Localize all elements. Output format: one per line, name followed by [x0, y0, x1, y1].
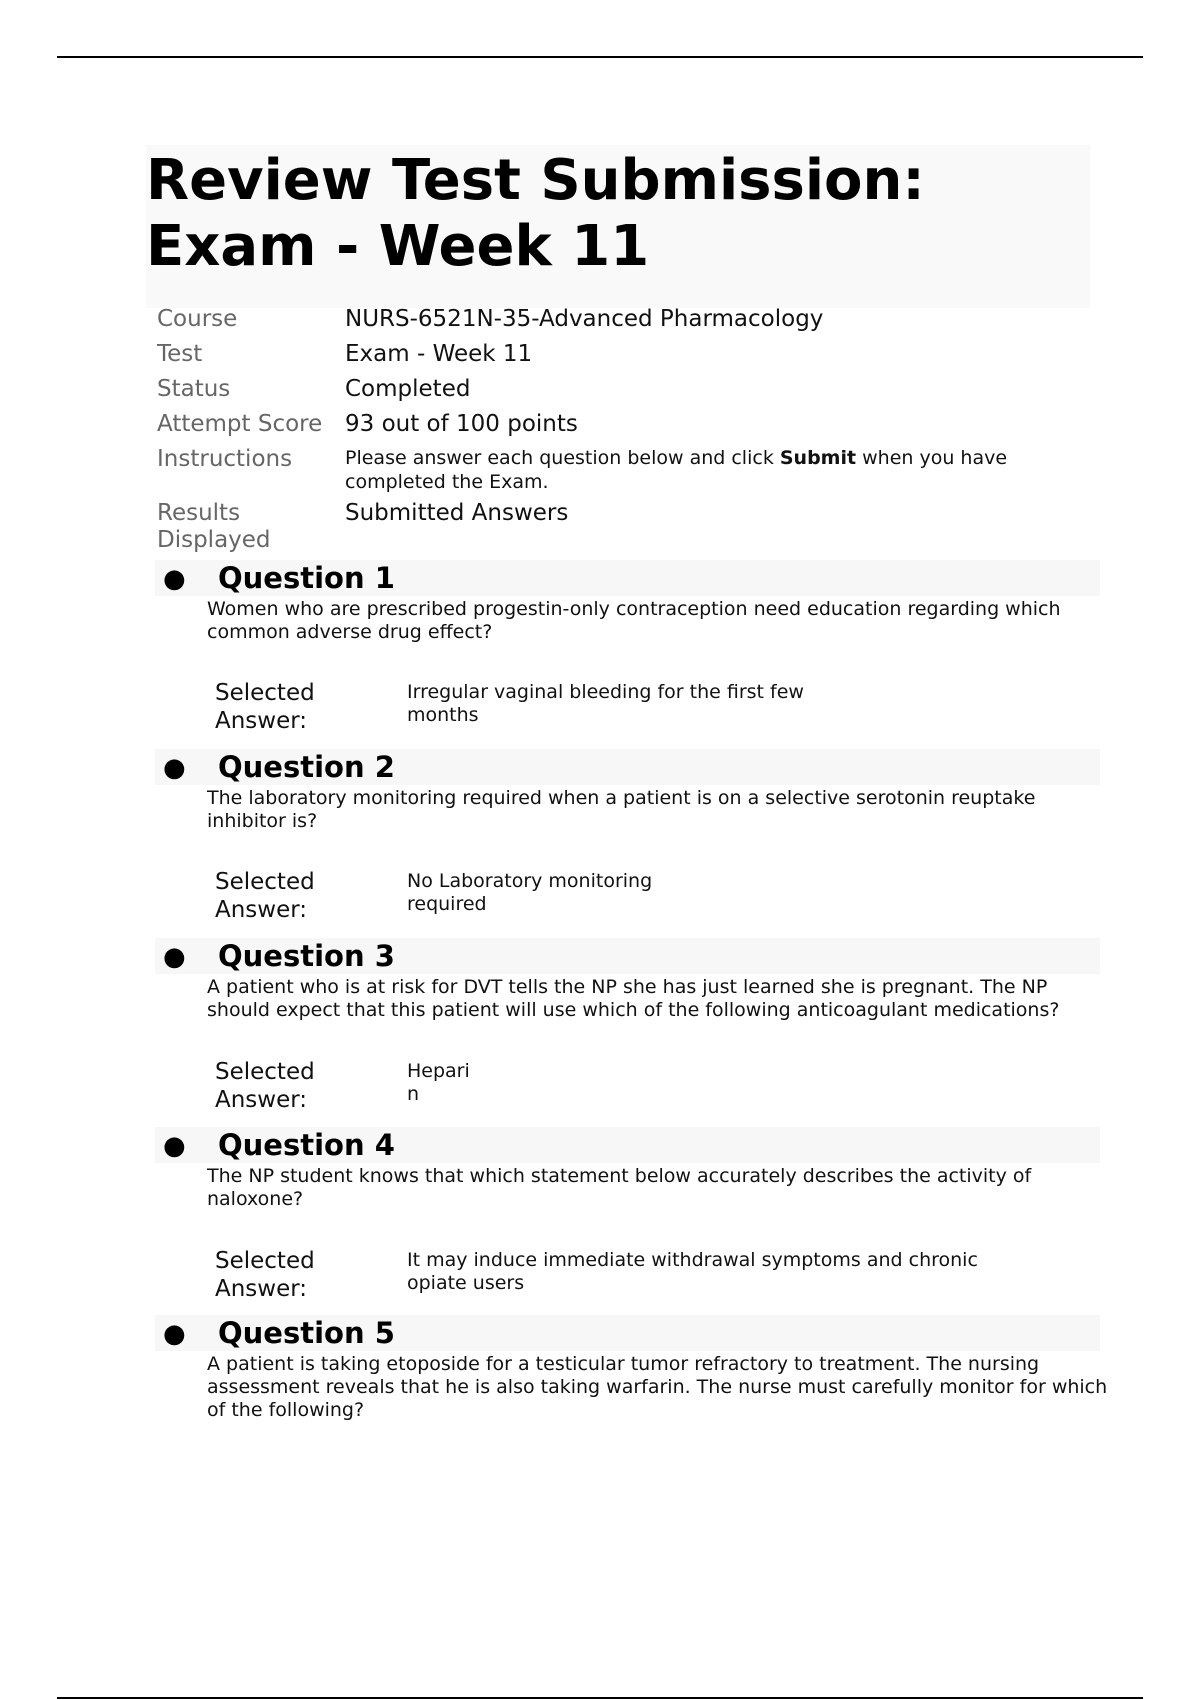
selected-answer-label-line2: Answer: — [215, 1276, 308, 1302]
selected-answer-value — [407, 679, 804, 735]
selected-answer-value — [407, 1058, 470, 1114]
selected-answer — [215, 679, 1095, 735]
selected-answer-label-line1: Selected — [215, 869, 315, 895]
selected-answer-label — [215, 679, 407, 735]
question-title: Question 5 — [218, 1316, 395, 1350]
question-item — [155, 1127, 1105, 1210]
instructions-submit-emphasis: Submit — [779, 447, 857, 469]
status-value: Completed — [345, 376, 471, 402]
instructions-label: Instructions — [157, 446, 293, 472]
course-label: Course — [157, 306, 238, 332]
question-header — [155, 1315, 1100, 1351]
score-label: Attempt Score — [157, 411, 323, 437]
bullet-icon: ● — [163, 753, 186, 783]
test-label: Test — [157, 341, 203, 367]
page-title — [146, 148, 925, 280]
instructions-text-end: when you have completed the Exam. — [345, 447, 1008, 493]
question-header — [155, 560, 1100, 596]
question-item — [155, 938, 1105, 1021]
selected-answer-label — [215, 1247, 407, 1303]
selected-answer-value — [407, 1247, 978, 1303]
course-value: NURS-6521N-35-Advanced Pharmacology — [345, 306, 824, 332]
selected-answer-line2: n — [407, 1083, 420, 1105]
selected-answer-line1: Hepari — [407, 1060, 470, 1082]
question-header — [155, 749, 1100, 785]
selected-answer — [215, 868, 1095, 924]
selected-answer-label-line1: Selected — [215, 680, 315, 706]
bullet-icon: ● — [163, 1131, 186, 1161]
selected-answer-label — [215, 868, 407, 924]
selected-answer-line2: opiate users — [407, 1272, 525, 1294]
selected-answer-value — [407, 868, 652, 924]
selected-answer — [215, 1058, 1095, 1114]
selected-answer-label-line2: Answer: — [215, 1087, 308, 1113]
question-title: Question 1 — [218, 561, 395, 595]
page-title-line1: Review Test Submission: — [146, 148, 925, 213]
score-row — [157, 411, 1117, 438]
selected-answer-line2: required — [407, 893, 487, 915]
bullet-icon: ● — [163, 1319, 186, 1349]
question-title: Question 3 — [218, 939, 395, 973]
selected-answer-label-line2: Answer: — [215, 897, 308, 923]
question-item — [155, 560, 1105, 643]
course-row — [157, 306, 1117, 333]
page-top-rule — [57, 56, 1143, 58]
question-text: A patient who is at risk for DVT tells the NP she has just learned she is pregnant. The NP should expect that this patient will use which of the following anticoagulant medications? — [207, 976, 1060, 1021]
instructions-text — [345, 446, 1065, 494]
question-text: Women who are prescribed progestin-only contraception need education regarding which common adverse drug effect? — [207, 598, 1061, 643]
bullet-icon: ● — [163, 564, 186, 594]
question-header — [155, 938, 1100, 974]
results-value: Submitted Answers — [345, 500, 569, 526]
question-text: The NP student knows that which statement below accurately describes the activity of naloxone? — [207, 1165, 1032, 1210]
results-row — [157, 500, 1117, 554]
selected-answer-label-line1: Selected — [215, 1248, 315, 1274]
submission-details — [157, 306, 1117, 562]
selected-answer-label-line1: Selected — [215, 1059, 315, 1085]
bullet-icon: ● — [163, 942, 186, 972]
page-title-line2: Exam - Week 11 — [146, 214, 650, 279]
selected-answer-line2: months — [407, 704, 479, 726]
selected-answer — [215, 1247, 1095, 1303]
instructions-text-start: Please answer each question below and click — [345, 447, 780, 469]
status-label: Status — [157, 376, 231, 402]
status-row — [157, 376, 1117, 403]
results-label-line1: Results — [157, 500, 241, 526]
selected-answer-line1: Irregular vaginal bleeding for the first few — [407, 681, 804, 703]
question-text: The laboratory monitoring required when a patient is on a selective serotonin reuptake inhibitor is? — [207, 787, 1036, 832]
results-label — [157, 500, 345, 554]
test-row — [157, 341, 1117, 368]
selected-answer-line1: It may induce immediate withdrawal symptoms and chronic — [407, 1249, 978, 1271]
selected-answer-label — [215, 1058, 407, 1114]
question-title: Question 4 — [218, 1128, 395, 1162]
score-value: 93 out of 100 points — [345, 411, 578, 437]
question-text: A patient is taking etoposide for a testicular tumor refractory to treatment. The nursing assessment reveals that he is also taking warfarin. The nurse must carefully monitor for which of the following? — [207, 1353, 1108, 1421]
question-item — [155, 1315, 1108, 1421]
selected-answer-label-line2: Answer: — [215, 708, 308, 734]
results-label-line2: Displayed — [157, 527, 271, 553]
page-bottom-rule — [57, 1697, 1143, 1699]
test-value: Exam - Week 11 — [345, 341, 533, 367]
selected-answer-line1: No Laboratory monitoring — [407, 870, 653, 892]
instructions-row — [157, 446, 1117, 494]
question-header — [155, 1127, 1100, 1163]
question-item — [155, 749, 1105, 832]
question-title: Question 2 — [218, 750, 395, 784]
